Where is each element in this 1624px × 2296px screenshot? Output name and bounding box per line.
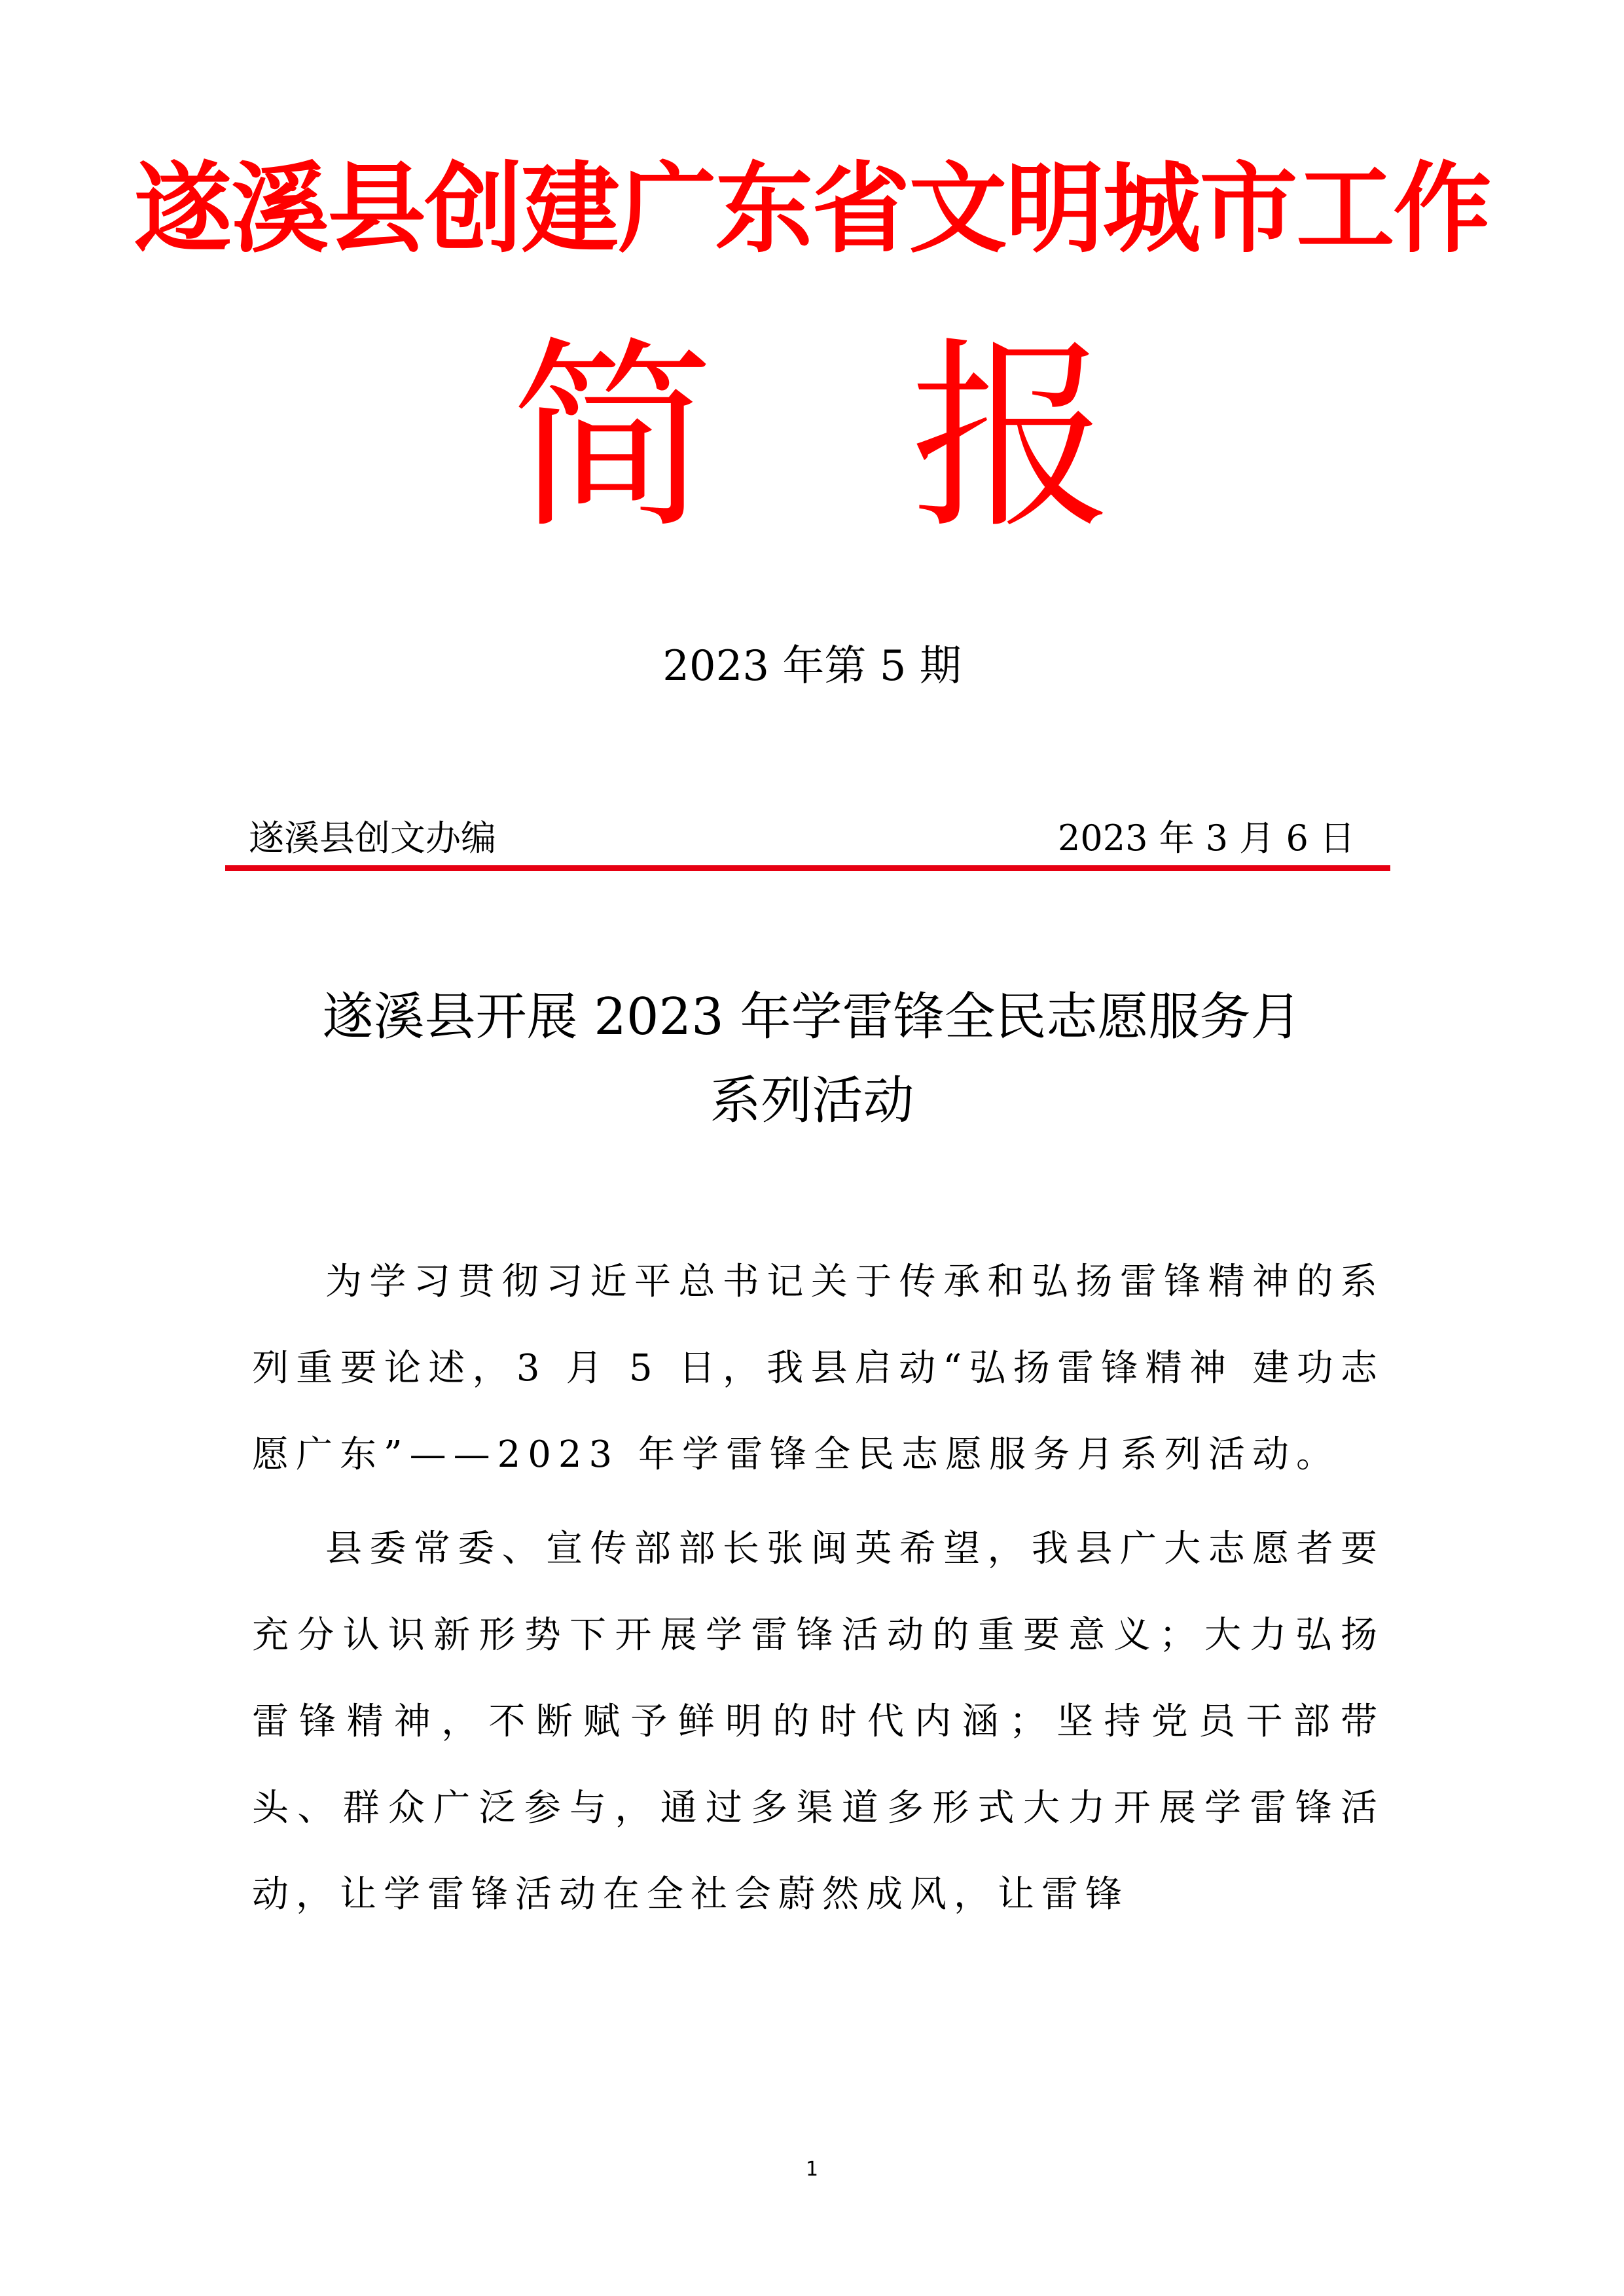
paragraph: 县委常委、宣传部部长张闽英希望，我县广大志愿者要充分认识新形势下开展学雷锋活动的重要意义；大力弘扬雷锋精神，不断赋予鲜明的时代内涵；坚持党员干部带头、群众广泛参与，通过多渠道多形式大力开展学雷锋活动，让学雷锋活动在全社会蔚然成风，让雷锋 bbox=[252, 1528, 1384, 1916]
masthead-title: 遂溪县创建广东省文明城市工作 bbox=[134, 152, 1490, 266]
issue-date: 2023 年 3 月 6 日 bbox=[1058, 817, 1355, 859]
article-body bbox=[252, 1239, 1384, 1938]
editor-line bbox=[249, 815, 1355, 862]
article-title-line-2: 系列活动 bbox=[710, 1071, 914, 1130]
masthead-subtitle bbox=[0, 320, 1624, 556]
masthead-subtitle-left: 简 bbox=[511, 320, 714, 556]
editor-office: 遂溪县创文办编 bbox=[249, 817, 496, 859]
article-title-line-1: 遂溪县开展 2023 年学雷锋全民志愿服务月 bbox=[322, 988, 1302, 1047]
issue-number: 2023 年第 5 期 bbox=[662, 642, 962, 691]
article-title bbox=[196, 975, 1428, 1143]
red-divider-rule bbox=[225, 865, 1390, 871]
paragraph: 为学习贯彻习近平总书记关于传承和弘扬雷锋精神的系列重要论述，3 月 5 日，我县启动“弘扬雷锋精神 建功志愿广东”——2023 年学雷锋全民志愿服务月系列活动。 bbox=[252, 1261, 1384, 1476]
masthead-subtitle-right: 报 bbox=[910, 320, 1113, 556]
page-number: 1 bbox=[805, 2158, 819, 2181]
